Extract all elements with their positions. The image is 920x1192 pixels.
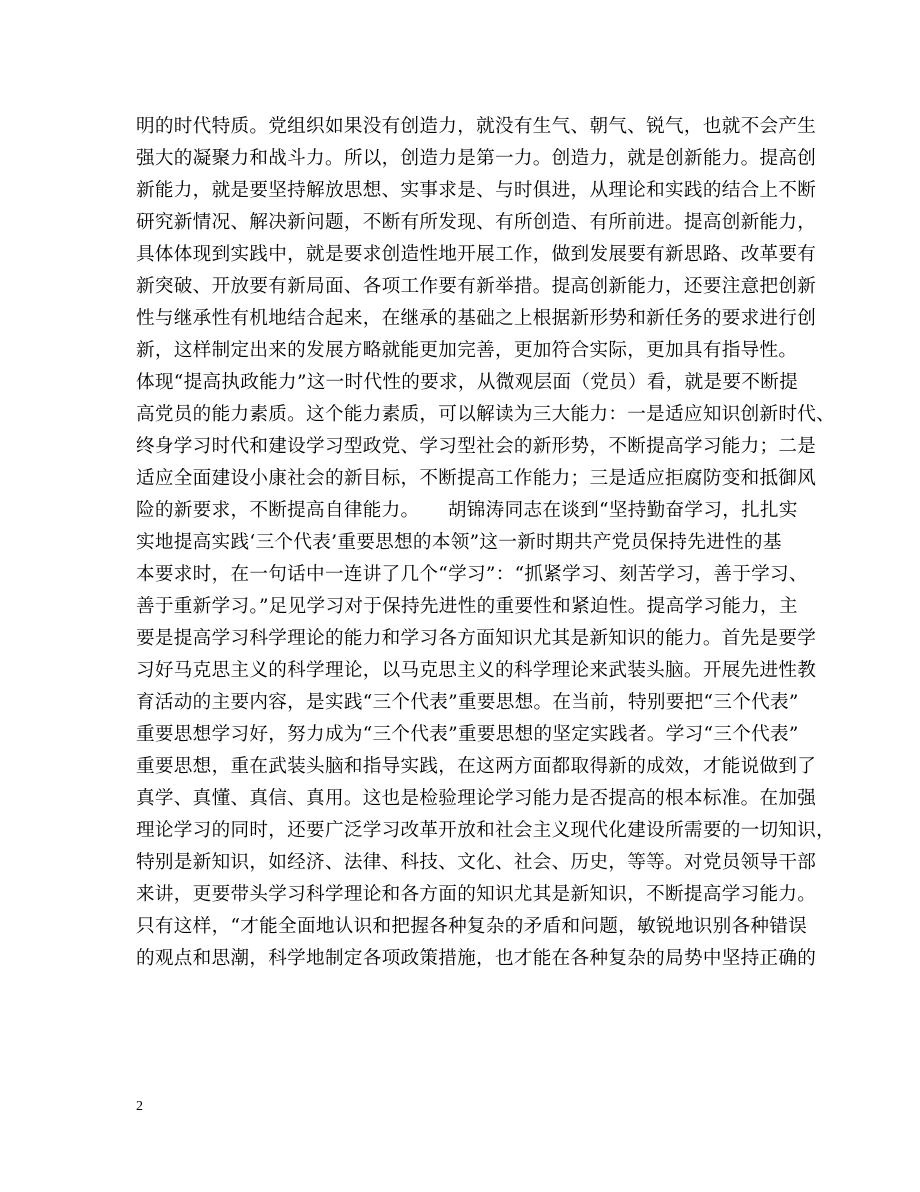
text-line-8: 新，这样制定出来的发展方略就能更加完善，更加符合实际，更加具有指导性。	[136, 340, 798, 361]
text-line-20: 重要思想学习好，努力成为“三个代表”重要思想的坚定实践者。学习“三个代表”	[136, 724, 799, 745]
text-line-17: 要是提高学习科学理论的能力和学习各方面知识尤其是新知识的能力。首先是要学	[136, 628, 817, 649]
text-line-16: 善于重新学习。”足见学习对于保持先进性的重要性和紧迫性。提高学习能力，主	[136, 596, 798, 617]
text-line-26: 只有这样，“才能全面地认识和把握各种复杂的矛盾和问题，敏锐地识别各种错误	[136, 916, 808, 937]
text-line-4: 研究新情况、解决新问题，不断有所发现、有所创造、有所前进。提高创新能力，	[136, 212, 817, 233]
text-line-24: 特别是新知识，如经济、法律、科技、文化、社会、历史，等等。对党员领导干部	[136, 852, 817, 873]
text-line-3: 新能力，就是要坚持解放思想、实事求是、与时俱进，从理论和实践的结合上不断	[136, 180, 817, 201]
text-line-6: 新突破、开放要有新局面、各项工作要有新举措。提高创新能力，还要注意把创新	[136, 276, 817, 297]
text-line-23: 理论学习的同时，还要广泛学习改革开放和社会主义现代化建设所需要的一切知识，	[136, 820, 836, 841]
text-line-18: 习好马克思主义的科学理论，以马克思主义的科学理论来武装头脑。开展先进性教	[136, 660, 817, 681]
text-line-15: 本要求时，在一句话中一连讲了几个“学习”：“抓紧学习、刻苦学习，善于学习、	[136, 564, 808, 585]
body-text	[136, 111, 836, 975]
text-line-25: 来讲，更要带头学习科学理论和各方面的知识尤其是新知识，不断提高学习能力。	[136, 884, 817, 905]
text-line-2: 强大的凝聚力和战斗力。所以，创造力是第一力。创造力，就是创新能力。提高创	[136, 148, 817, 169]
text-line-9: 体现“提高执政能力”这一时代性的要求，从微观层面（党员）看，就是要不断提	[136, 372, 798, 393]
page-number: 2	[136, 1099, 143, 1114]
text-line-10: 高党员的能力素质。这个能力素质，可以解读为三大能力：一是适应知识创新时代、	[136, 404, 836, 425]
text-line-11: 终身学习时代和建设学习型政党、学习型社会的新形势，不断提高学习能力；二是	[136, 436, 817, 457]
text-line-12: 适应全面建设小康社会的新目标，不断提高工作能力；三是适应拒腐防变和抵御风	[136, 468, 817, 489]
text-line-13: 险的新要求，不断提高自律能力。 胡锦涛同志在谈到“坚持勤奋学习，扎扎实	[136, 500, 798, 521]
text-line-1: 明的时代特质。党组织如果没有创造力，就没有生气、朝气、锐气，也就不会产生	[136, 116, 817, 137]
text-line-22: 真学、真懂、真信、真用。这也是检验理论学习能力是否提高的根本标准。在加强	[136, 788, 817, 809]
text-line-21: 重要思想，重在武装头脑和指导实践，在这两方面都取得新的成效，才能说做到了	[136, 756, 817, 777]
text-line-27: 的观点和思潮，科学地制定各项政策措施，也才能在各种复杂的局势中坚持正确的	[136, 948, 817, 969]
text-line-5: 具体体现到实践中，就是要求创造性地开展工作，做到发展要有新思路、改革要有	[136, 244, 817, 265]
text-line-14: 实地提高实践‘三个代表’重要思想的本领”这一新时期共产党员保持先进性的基	[136, 532, 782, 553]
text-line-7: 性与继承性有机地结合起来，在继承的基础之上根据新形势和新任务的要求进行创	[136, 308, 817, 329]
text-line-19: 育活动的主要内容，是实践“三个代表”重要思想。在当前，特别要把“三个代表”	[136, 692, 799, 713]
